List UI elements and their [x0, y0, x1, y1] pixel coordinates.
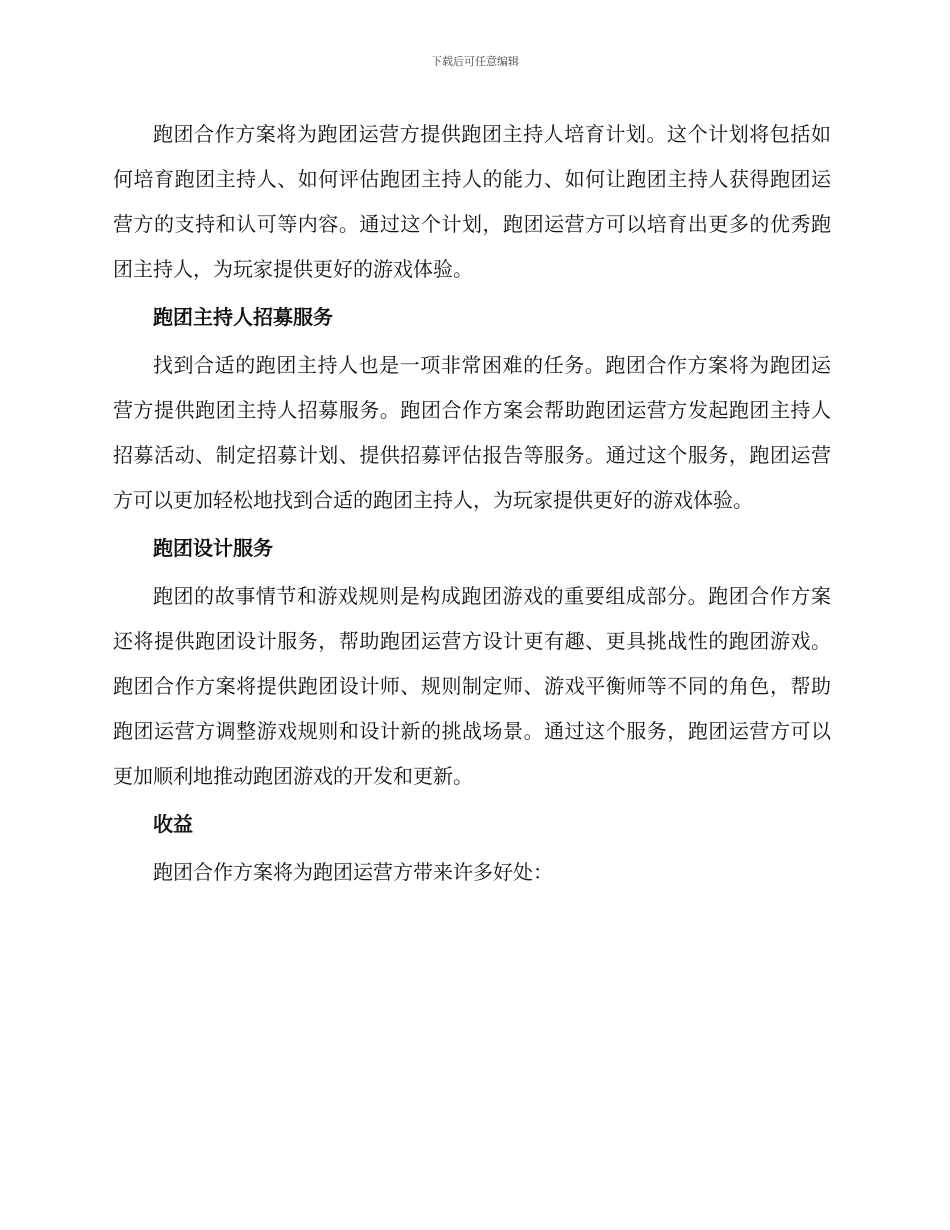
heading-host-recruitment: 跑团主持人招募服务	[153, 305, 333, 329]
paragraph-benefits-intro: 跑团合作方案将为跑团运营方带来许多好处：	[153, 860, 553, 884]
heading-design-service: 跑团设计服务	[153, 536, 273, 560]
paragraph-design-service: 跑团的故事情节和游戏规则是构成跑团游戏的重要组成部分。跑团合作方案还将提供跑团设计服务，帮助跑团运营方设计更有趣、更具挑战性的跑团游戏。跑团合作方案将提供跑团设计师、规则制定师、游戏平衡师等不同的角色，帮助跑团运营方调整游戏规则和设计新的挑战场景。通过这个服务，跑团运营方可以更加顺利地推动跑团游戏的开发和更新。	[113, 584, 831, 788]
paragraph-host-training: 跑团合作方案将为跑团运营方提供跑团主持人培育计划。这个计划将包括如何培育跑团主持人、如何评估跑团主持人的能力、如何让跑团主持人获得跑团运营方的支持和认可等内容。通过这个计划，跑团运营方可以培育出更多的优秀跑团主持人，为玩家提供更好的游戏体验。	[113, 122, 831, 281]
page-header: 下载后可任意编辑	[431, 55, 519, 68]
paragraph-host-recruitment: 找到合适的跑团主持人也是一项非常困难的任务。跑团合作方案将为跑团运营方提供跑团主持人招募服务。跑团合作方案会帮助跑团运营方发起跑团主持人招募活动、制定招募计划、提供招募评估报告等服务。通过这个服务，跑团运营方可以更加轻松地找到合适的跑团主持人，为玩家提供更好的游戏体验。	[113, 353, 831, 512]
document-body	[113, 112, 831, 895]
heading-benefits: 收益	[153, 812, 193, 836]
